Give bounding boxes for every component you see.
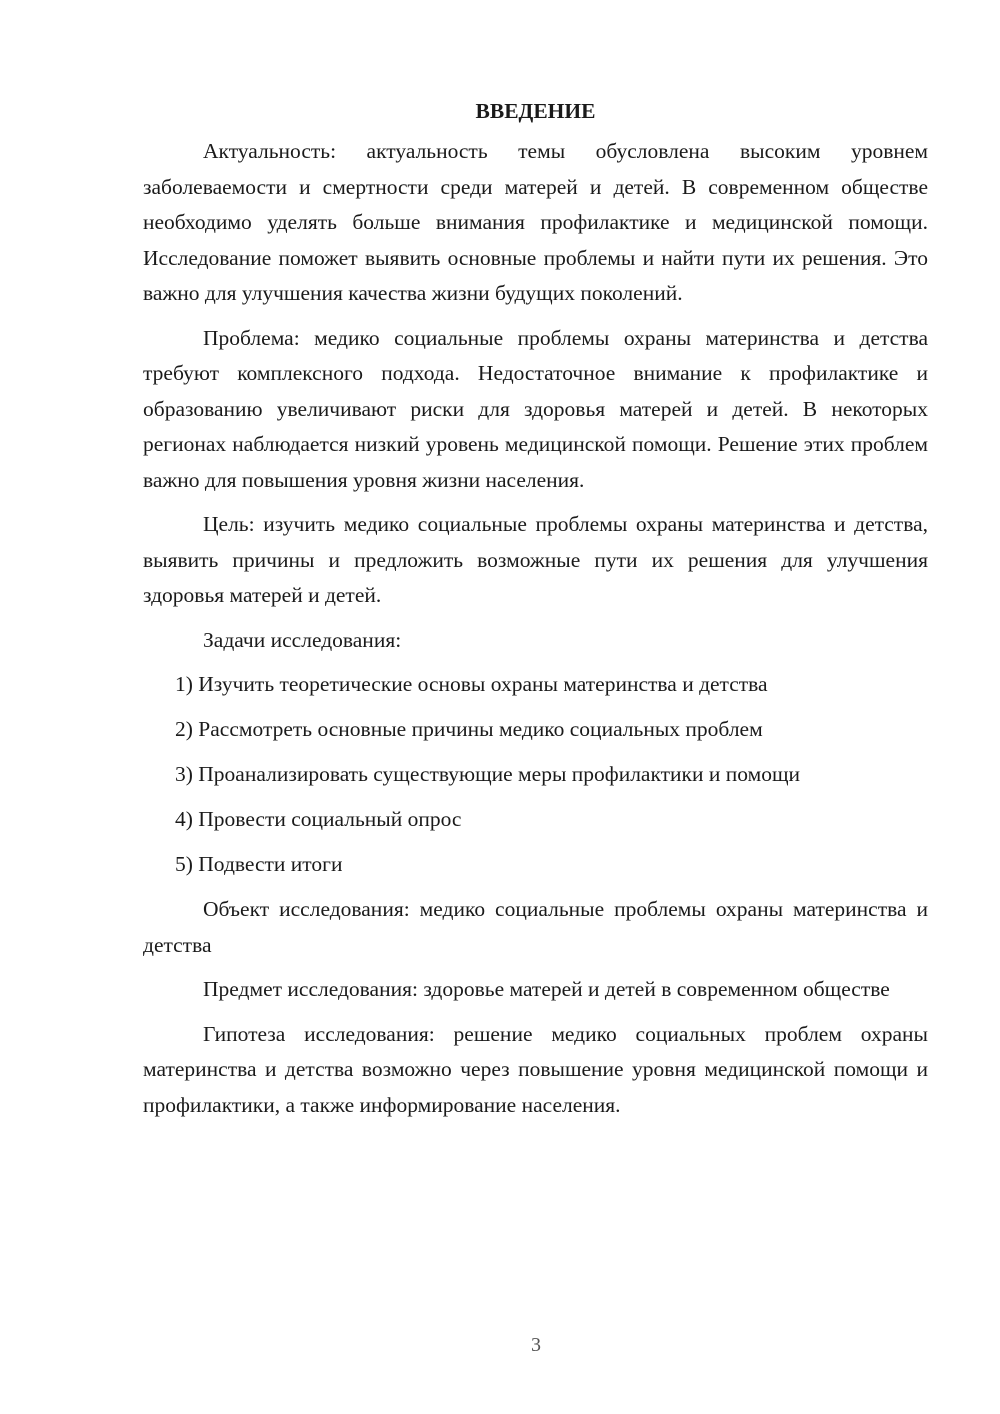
list-item: 5) Подвести итоги xyxy=(175,852,343,876)
page-number: 3 xyxy=(531,1334,541,1356)
task-list xyxy=(143,667,928,883)
subject-paragraph: Предмет исследования: здоровье матерей и детей в современном обществе xyxy=(203,977,890,1001)
goal-paragraph: Цель: изучить медико социальные проблемы охраны материнства и детства, выявить причины и предложить возможные пути их решения для улучшения здоровья матерей и детей. xyxy=(143,512,928,607)
list-item: 2) Рассмотреть основные причины медико социальных проблем xyxy=(175,717,763,741)
problem-paragraph: Проблема: медико социальные проблемы охраны материнства и детства требуют комплексного подхода. Недостаточное внимание к профилактике и образованию увеличивают риски для здоровья матерей и детей. В некоторых регионах наблюдается низкий уровень медицинской помощи. Решение этих проблем важно для повышения уровня жизни населения. xyxy=(143,325,928,492)
list-item: 1) Изучить теоретические основы охраны материнства и детства xyxy=(175,672,768,696)
list-item: 3) Проанализировать существующие меры профилактики и помощи xyxy=(175,762,801,786)
hypothesis-paragraph: Гипотеза исследования: решение медико социальных проблем охраны материнства и детства возможно через повышение уровня медицинской помощи и профилактики, а также информирование населения. xyxy=(143,1021,928,1117)
relevance-paragraph: Актуальность: актуальность темы обусловлена высоким уровнем заболеваемости и смертности среди матерей и детей. В современном обществе необходимо уделять больше внимания профилактике и медицинской помощи. Исследование поможет выявить основные проблемы и найти пути их решения. Это важно для улучшения качества жизни будущих поколений. xyxy=(143,139,928,305)
page-title: ВВЕДЕНИЕ xyxy=(475,99,596,123)
tasks-heading: Задачи исследования: xyxy=(203,627,402,652)
object-paragraph: Объект исследования: медико социальные проблемы охраны материнства и детства xyxy=(143,897,928,957)
list-item: 4) Провести социальный опрос xyxy=(175,807,462,831)
document-page xyxy=(143,96,928,1132)
